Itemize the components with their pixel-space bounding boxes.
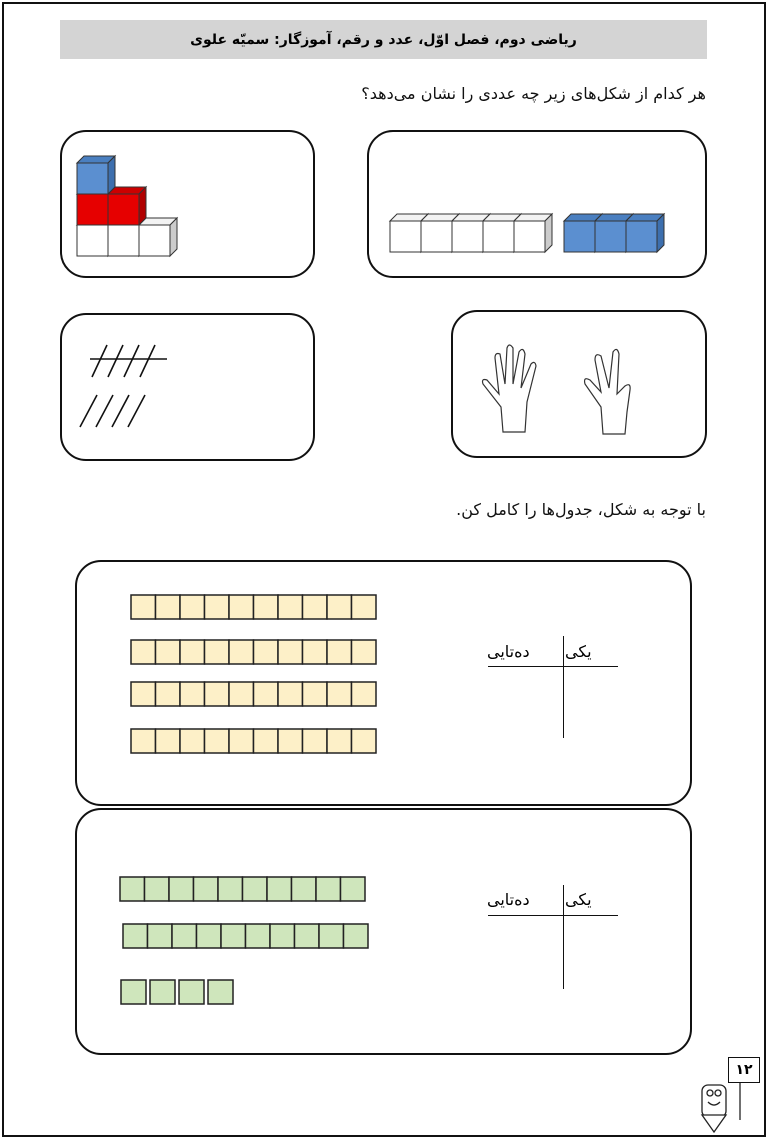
table-vline <box>563 636 564 738</box>
unit-square <box>156 640 181 664</box>
cube <box>421 221 452 252</box>
unit-square <box>278 595 303 619</box>
unit-square <box>327 640 352 664</box>
cube <box>108 194 139 225</box>
unit-square <box>180 640 205 664</box>
hands-figure <box>453 312 705 456</box>
tally-box <box>60 313 315 461</box>
unit-square <box>278 729 303 753</box>
unit-square <box>303 682 328 706</box>
unit-square <box>267 877 292 901</box>
unit-square <box>205 729 230 753</box>
unit-square <box>303 640 328 664</box>
unit-square <box>352 729 377 753</box>
unit-square <box>172 924 197 948</box>
unit-square <box>229 729 254 753</box>
unit-square <box>120 877 145 901</box>
single-unit <box>150 980 175 1004</box>
unit-square <box>254 682 279 706</box>
question-2: با توجه به شکل، جدول‌ها را کامل کن. <box>456 500 706 519</box>
single-unit <box>208 980 233 1004</box>
unit-square <box>352 640 377 664</box>
cube <box>108 225 139 256</box>
cube <box>595 221 626 252</box>
exercise-box-1 <box>75 560 692 806</box>
cube <box>514 221 545 252</box>
single-unit <box>179 980 204 1004</box>
unit-square <box>197 924 222 948</box>
unit-square <box>156 595 181 619</box>
cube <box>77 163 108 194</box>
tens-label: ده‌تایی <box>487 642 530 661</box>
cube <box>139 225 170 256</box>
cube-side <box>108 156 115 194</box>
unit-square <box>229 682 254 706</box>
cube <box>452 221 483 252</box>
hands-box <box>451 310 707 458</box>
unit-square <box>327 729 352 753</box>
unit-square <box>246 924 271 948</box>
unit-square <box>221 924 246 948</box>
unit-square <box>352 595 377 619</box>
ten-rods-green <box>77 810 690 1053</box>
cube <box>483 221 514 252</box>
cube-side <box>139 187 146 225</box>
unit-square <box>123 924 148 948</box>
cube <box>626 221 657 252</box>
unit-square <box>148 924 173 948</box>
ones-label: یکی <box>565 890 592 909</box>
unit-square <box>194 877 219 901</box>
unit-square <box>156 729 181 753</box>
unit-square <box>180 595 205 619</box>
unit-square <box>303 729 328 753</box>
unit-square <box>180 729 205 753</box>
tens-label: ده‌تایی <box>487 890 530 909</box>
question-1: هر کدام از شکل‌های زیر چه عددی را نشان می‌دهد؟ <box>361 84 706 103</box>
unit-square <box>344 924 369 948</box>
unit-square <box>352 682 377 706</box>
unit-square <box>295 924 320 948</box>
exercise-box-2 <box>75 808 692 1055</box>
unit-square <box>205 682 230 706</box>
unit-square <box>218 877 243 901</box>
page-number: ۱۲ <box>728 1057 760 1083</box>
tally-marks-figure <box>62 315 313 459</box>
unit-square <box>327 595 352 619</box>
unit-square <box>131 682 156 706</box>
unit-square <box>292 877 317 901</box>
rods-box <box>367 130 707 278</box>
unit-square <box>229 595 254 619</box>
unit-square <box>131 729 156 753</box>
unit-square <box>316 877 341 901</box>
unit-square <box>205 640 230 664</box>
single-unit <box>121 980 146 1004</box>
unit-square <box>254 729 279 753</box>
cube <box>390 221 421 252</box>
unit-square <box>205 595 230 619</box>
unit-square <box>180 682 205 706</box>
table-vline <box>563 885 564 989</box>
unit-square <box>131 595 156 619</box>
stacked-cubes-figure <box>62 132 313 276</box>
unit-square <box>131 640 156 664</box>
cube-side <box>170 218 177 256</box>
cube <box>77 194 108 225</box>
unit-square <box>278 682 303 706</box>
page-header: ریاضی دوم، فصل اوّل، عدد و رقم، آموزگار: سمیّه علوی <box>60 20 707 59</box>
cube-side <box>545 214 552 252</box>
unit-square <box>319 924 344 948</box>
cube <box>564 221 595 252</box>
unit-square <box>270 924 295 948</box>
unit-square <box>254 595 279 619</box>
ten-rods-yellow <box>77 562 690 804</box>
unit-square <box>327 682 352 706</box>
ones-label: یکی <box>565 642 592 661</box>
cube-side <box>657 214 664 252</box>
unit-square <box>156 682 181 706</box>
unit-square <box>145 877 170 901</box>
unit-square <box>278 640 303 664</box>
stairs-box <box>60 130 315 278</box>
cube-rods-figure <box>369 132 705 276</box>
table-hline <box>488 915 618 916</box>
unit-square <box>243 877 268 901</box>
unit-square <box>254 640 279 664</box>
cube <box>77 225 108 256</box>
unit-square <box>341 877 366 901</box>
table-hline <box>488 666 618 667</box>
unit-square <box>303 595 328 619</box>
unit-square <box>229 640 254 664</box>
unit-square <box>169 877 194 901</box>
